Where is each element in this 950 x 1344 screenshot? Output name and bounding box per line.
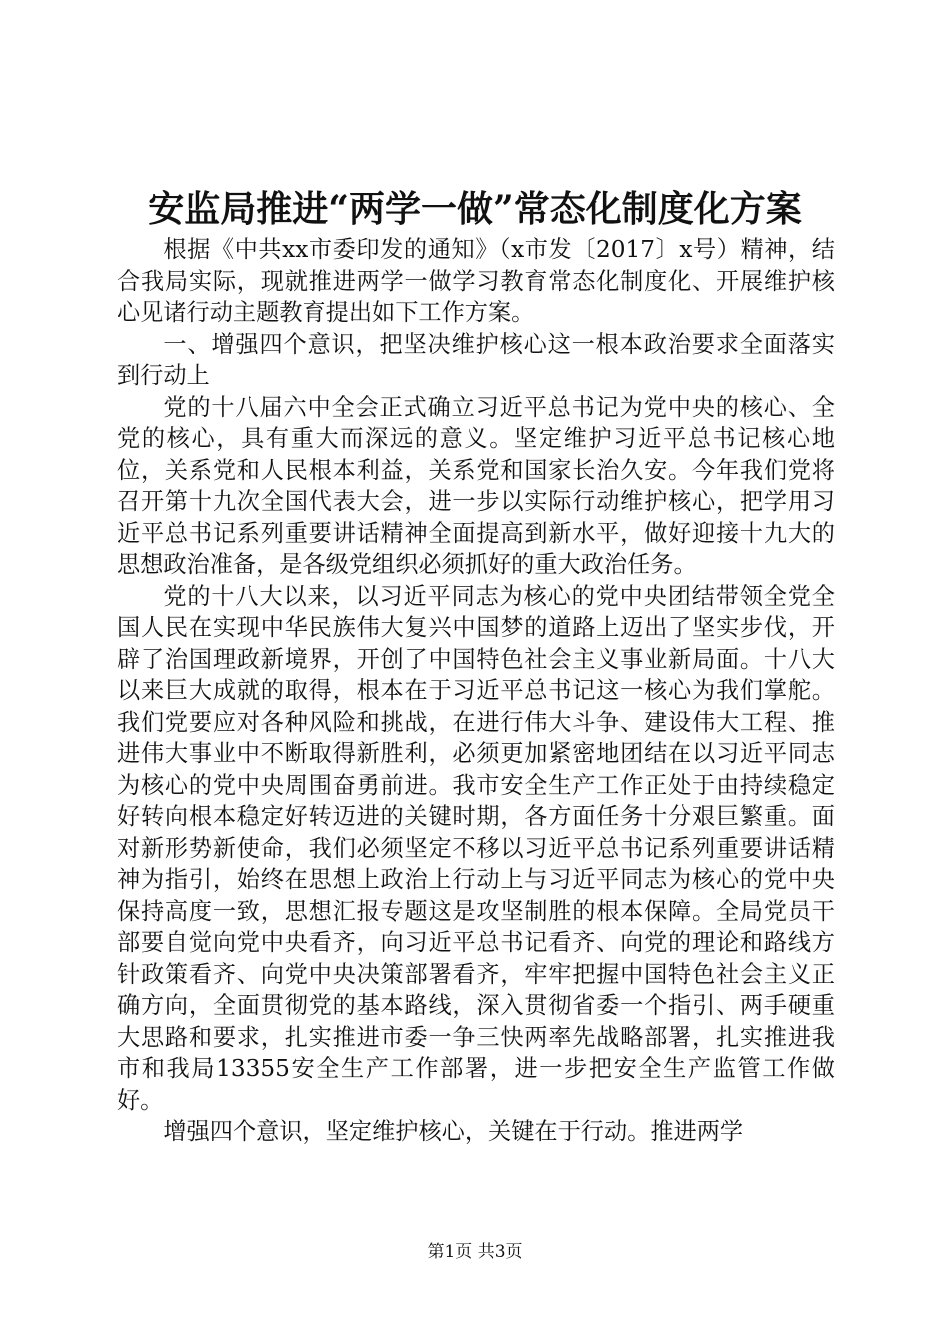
paragraph-intro: 根据《中共xx市委印发的通知》（x市发〔2017〕x号）精神，结合我局实际，现就推进两学一做学习教育常态化制度化、开展维护核心见诸行动主题教育提出如下工作方案。 [117,236,835,326]
section-heading-1: 一、增强四个意识，把坚决维护核心这一根本政治要求全面落实到行动上 [117,330,835,389]
document-title: 安监局推进“两学一做”常态化制度化方案 [148,188,802,230]
page-footer: 第1页 共3页 [427,1242,523,1262]
paragraph-achievements: 党的十八大以来，以习近平同志为核心的党中央团结带领全党全国人民在实现中华民族伟大复兴中国梦的道路上迈出了坚实步伐，开辟了治国理政新境界，开创了中国特色社会主义事业新局面。十八大以来巨大成就的取得，根本在于习近平总书记这一核心为我们掌舵。我们党要应对各种风险和挑战，在进行伟大斗争、建设伟大工程、推进伟大事业中不断取得新胜利，必须更加紧密地团结在以习近平同志为核心的党中央周围奋勇前进。我市安全生产工作正处于由持续稳定好转向根本稳定好转迈进的关键时期，各方面任务十分艰巨繁重。面对新形势新使命，我们必须坚定不移以习近平总书记系列重要讲话精神为指引，始终在思想上政治上行动上与习近平同志为核心的党中央保持高度一致，思想汇报专题这是攻坚制胜的根本保障。全局党员干部要自觉向党中央看齐，向习近平总书记看齐、向党的理论和路线方针政策看齐、向党中央决策部署看齐，牢牢把握中国特色社会主义正确方向，全面贯彻党的基本路线，深入贯彻省委一个指引、两手硬重大思路和要求，扎实推进市委一争三快两率先战略部署，扎实推进我市和我局13355安全生产工作部署，进一步把安全生产监管工作做好。 [117,582,835,1114]
document-body [117,234,835,1148]
paragraph-action: 增强四个意识，坚定维护核心，关键在于行动。推进两学 [163,1118,744,1145]
paragraph-core-significance: 党的十八届六中全会正式确立习近平总书记为党中央的核心、全党的核心，具有重大而深远的意义。坚定维护习近平总书记核心地位，关系党和人民根本利益，关系党和国家长治久安。今年我们党将召开第十九次全国代表大会，进一步以实际行动维护核心，把学用习近平总书记系列重要讲话精神全面提高到新水平，做好迎接十九大的思想政治准备，是各级党组织必须抓好的重大政治任务。 [117,393,835,578]
